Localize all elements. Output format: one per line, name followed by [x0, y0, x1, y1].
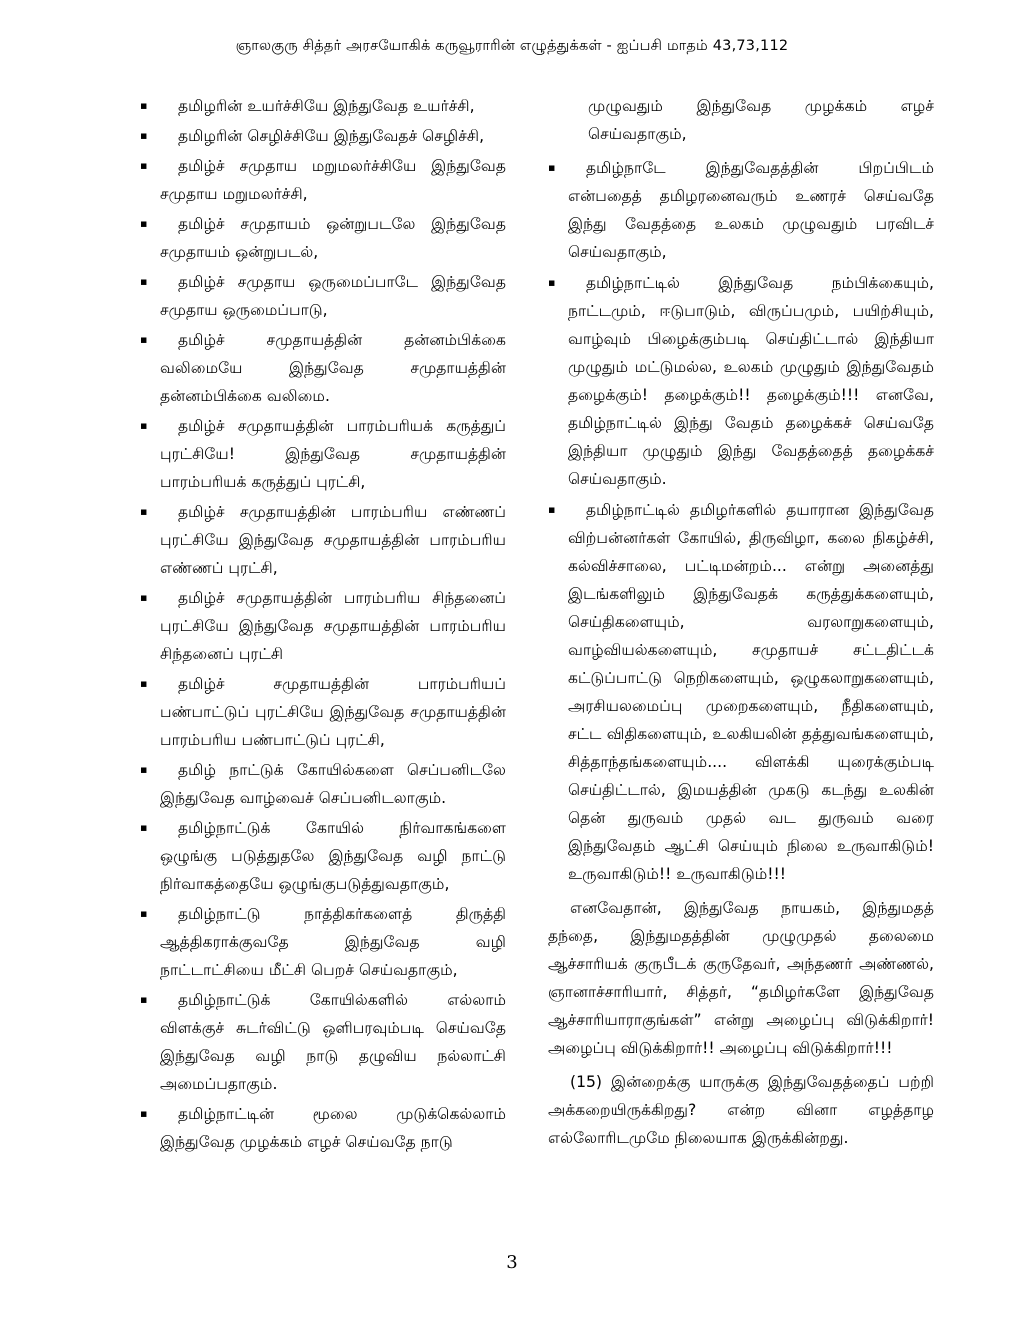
bullet-icon: ▪: [548, 276, 556, 289]
list-item: [140, 326, 506, 410]
list-item-text: தமிழ்ச் சமுதாய ஒருமைப்பாடே இந்துவேத சமுதாய ஒருமைப்பாடு,: [160, 273, 506, 319]
list-item-text: தமிழ்நாட்டில் இந்துவேத நம்பிக்கையும், நாட்டமும், ஈடுபாடும், விருப்பமும், பயிற்சியும், வாழ்வும் பிழைக்கும்படி செய்திட்டால் இந்தியா முழுதும் மட்டுமல்ல, உலகம் முழுதும் இந்துவேதம் தழைக்கும்! தழைக்கும்!! தழைக்கும்!!! எனவே, தமிழ்நாட்டில் இந்து வேதம் தழைக்கச் செய்வதே இந்தியா முழுதும் இந்து வேதத்தைத் தழைக்கச் செய்வதாகும்.: [568, 274, 934, 488]
bullet-icon: ▪: [140, 99, 148, 112]
page-number: 3: [506, 1252, 518, 1273]
bullet-icon: ▪: [140, 419, 148, 432]
paragraph-text: (15) இன்றைக்கு யாருக்கு இந்துவேதத்தைப் பற்றி அக்கறையிருக்கிறது? என்ற வினா எழத்தாழ எல்லோரிடமுமே நிலையாக இருக்கின்றது.: [548, 1073, 934, 1147]
list-item: [140, 498, 506, 582]
list-item: [548, 269, 934, 493]
bullet-icon: ▪: [140, 129, 148, 142]
list-item-text: தமிழரின் செழிச்சியே இந்துவேதச் செழிச்சி,: [178, 127, 485, 145]
list-item-text: தமிழ்ச் சமுதாய மறுமலர்ச்சியே இந்துவேத சமுதாய மறுமலர்ச்சி,: [160, 157, 506, 203]
list-item-text: தமிழ்நாட்டில் தமிழர்களில் தயாரான இந்துவேத விற்பன்னர்கள் கோயில், திருவிழா, கலை நிகழ்ச்சி, கல்விச்சாலை, பட்டிமன்றம்... என்று அனைத்து இடங்களிலும் இந்துவேதக் கருத்துக்களையும், செய்திகளையும், வரலாறுகளையும், வாழ்வியல்களையும், சமுதாயச் சட்டதிட்டக் கட்டுப்பாட்டு நெறிகளையும், ஒழுகலாறுகளையும், அரசியலமைப்பு முறைகளையும், நீதிகளையும், சட்ட விதிகளையும், உலகியலின் தத்துவங்களையும், சித்தாந்தங்களையும்.... விளக்கி யுரைக்கும்படி செய்திட்டால், இமயத்தின் முகடு கடந்து உலகின் தென் துருவம் முதல் வட துருவம் வரை இந்துவேதம் ஆட்சி செய்யும் நிலை உருவாகிடும்! உருவாகிடும்!! உருவாகிடும்!!!: [568, 501, 934, 883]
list-item-text: தமிழ்நாடே இந்துவேதத்தின் பிறப்பிடம் என்பதைத் தமிழரனைவரும் உணரச் செய்வதே இந்து வேதத்தை உலகம் முழுவதும் பரவிடச் செய்வதாகும்,: [568, 159, 934, 261]
bullet-icon: ▪: [140, 217, 148, 230]
list-item-text: தமிழ்நாட்டுக் கோயில்களில் எல்லாம் விளக்குச் சுடர்விட்டு ஒளிபரவும்படி செய்வதே இந்துவேத வழி நாடு தழுவிய நல்லாட்சி அமைப்பதாகும்.: [160, 991, 506, 1093]
bullet-icon: ▪: [140, 159, 148, 172]
list-item-text: தமிழ்நாட்டின் மூலை முடுக்கெல்லாம் இந்துவேத முழக்கம் எழச் செய்வதே நாடு: [160, 1105, 506, 1151]
list-item: [140, 584, 506, 668]
bullet-icon: ▪: [140, 505, 148, 518]
list-item-text: தமிழ்ச் சமுதாயத்தின் பாரம்பரியக் கருத்துப் புரட்சியே! இந்துவேத சமுதாயத்தின் பாரம்பரியக் கருத்துப் புரட்சி,: [160, 417, 506, 491]
list-item: [140, 268, 506, 324]
bullet-icon: ▪: [548, 161, 556, 174]
list-item: [140, 210, 506, 266]
bullet-icon: ▪: [548, 503, 556, 516]
list-item: [140, 986, 506, 1098]
bullet-icon: ▪: [140, 591, 148, 604]
bullet-icon: ▪: [140, 1107, 148, 1120]
list-item: [140, 152, 506, 208]
list-item-text: தமிழ் நாட்டுக் கோயில்களை செப்பனிடலே இந்துவேத வாழ்வைச் செப்பனிடலாகும்.: [160, 761, 506, 807]
list-item-text: தமிழ்நாட்டுக் கோயில் நிர்வாகங்களை ஒழுங்கு படுத்துதலே இந்துவேத வழி நாட்டு நிர்வாகத்தையே ஒழுங்குபடுத்துவதாகும்,: [160, 819, 506, 893]
bullet-icon: ▪: [140, 333, 148, 346]
bullet-icon: ▪: [140, 677, 148, 690]
list-item: [140, 756, 506, 812]
continued-list-text: முழுவதும் இந்துவேத முழக்கம் எழச் செய்வதாகும்,: [588, 97, 934, 143]
running-header: ஞாலகுரு சித்தர் அரசயோகிக் கருவூராரின் எழுத்துக்கள் - ஐப்பசி மாதம் 43,73,112: [235, 38, 789, 54]
list-item: [140, 670, 506, 754]
paragraph-text: எனவேதான், இந்துவேத நாயகம், இந்துமதத் தந்தை, இந்துமதத்தின் முழுமுதல் தலைமை ஆச்சாரியக் குருபீடக் குருதேவர், அந்தணர் அண்ணல், ஞானாச்சாரியார், சித்தர், “தமிழர்களே இந்துவேத ஆச்சாரியாராகுங்கள்” என்று அழைப்பு விடுக்கிறார்! அழைப்பு விடுக்கிறார்!! அழைப்பு விடுக்கிறார்!!!: [548, 899, 934, 1057]
list-item-text: தமிழ்ச் சமுதாயத்தின் பாரம்பரிய எண்ணப் புரட்சியே இந்துவேத சமுதாயத்தின் பாரம்பரிய எண்ணப் புரட்சி,: [160, 503, 506, 577]
left-column: [140, 92, 506, 1158]
list-item: [140, 1100, 506, 1156]
list-item-text: தமிழ்ச் சமுதாயத்தின் தன்னம்பிக்கை வலிமையே இந்துவேத சமுதாயத்தின் தன்னம்பிக்கை வலிமை.: [160, 331, 506, 405]
list-item-text: தமிழரின் உயர்ச்சியே இந்துவேத உயர்ச்சி,: [178, 97, 475, 115]
list-item: [140, 814, 506, 898]
body-paragraph: [548, 894, 934, 1062]
list-item-text: தமிழ்நாட்டு நாத்திகர்களைத் திருத்தி ஆத்திகராக்குவதே இந்துவேத வழி நாட்டாட்சியை மீட்சி பெறச் செய்வதாகும்,: [160, 905, 506, 979]
bullet-icon: ▪: [140, 821, 148, 834]
list-item: [548, 154, 934, 266]
list-item: [140, 122, 506, 150]
bullet-icon: ▪: [140, 275, 148, 288]
bullet-icon: ▪: [140, 763, 148, 776]
right-column: [548, 92, 934, 1152]
bullet-icon: ▪: [140, 907, 148, 920]
body-paragraph: [548, 1068, 934, 1152]
list-item-text: தமிழ்ச் சமுதாயத்தின் பாரம்பரிய சிந்தனைப் புரட்சியே இந்துவேத சமுதாயத்தின் பாரம்பரிய சிந்தனைப் புரட்சி: [160, 589, 506, 663]
list-item: [140, 412, 506, 496]
list-item: [140, 900, 506, 984]
bullet-icon: ▪: [140, 993, 148, 1006]
list-item: [140, 92, 506, 120]
list-item-text: தமிழ்ச் சமுதாயத்தின் பாரம்பரியப் பண்பாட்டுப் புரட்சியே இந்துவேத சமுதாயத்தின் பாரம்பரிய பண்பாட்டுப் புரட்சி,: [160, 675, 506, 749]
list-item: [548, 496, 934, 888]
list-item-text: தமிழ்ச் சமுதாயம் ஒன்றுபடலே இந்துவேத சமுதாயம் ஒன்றுபடல்,: [160, 215, 506, 261]
